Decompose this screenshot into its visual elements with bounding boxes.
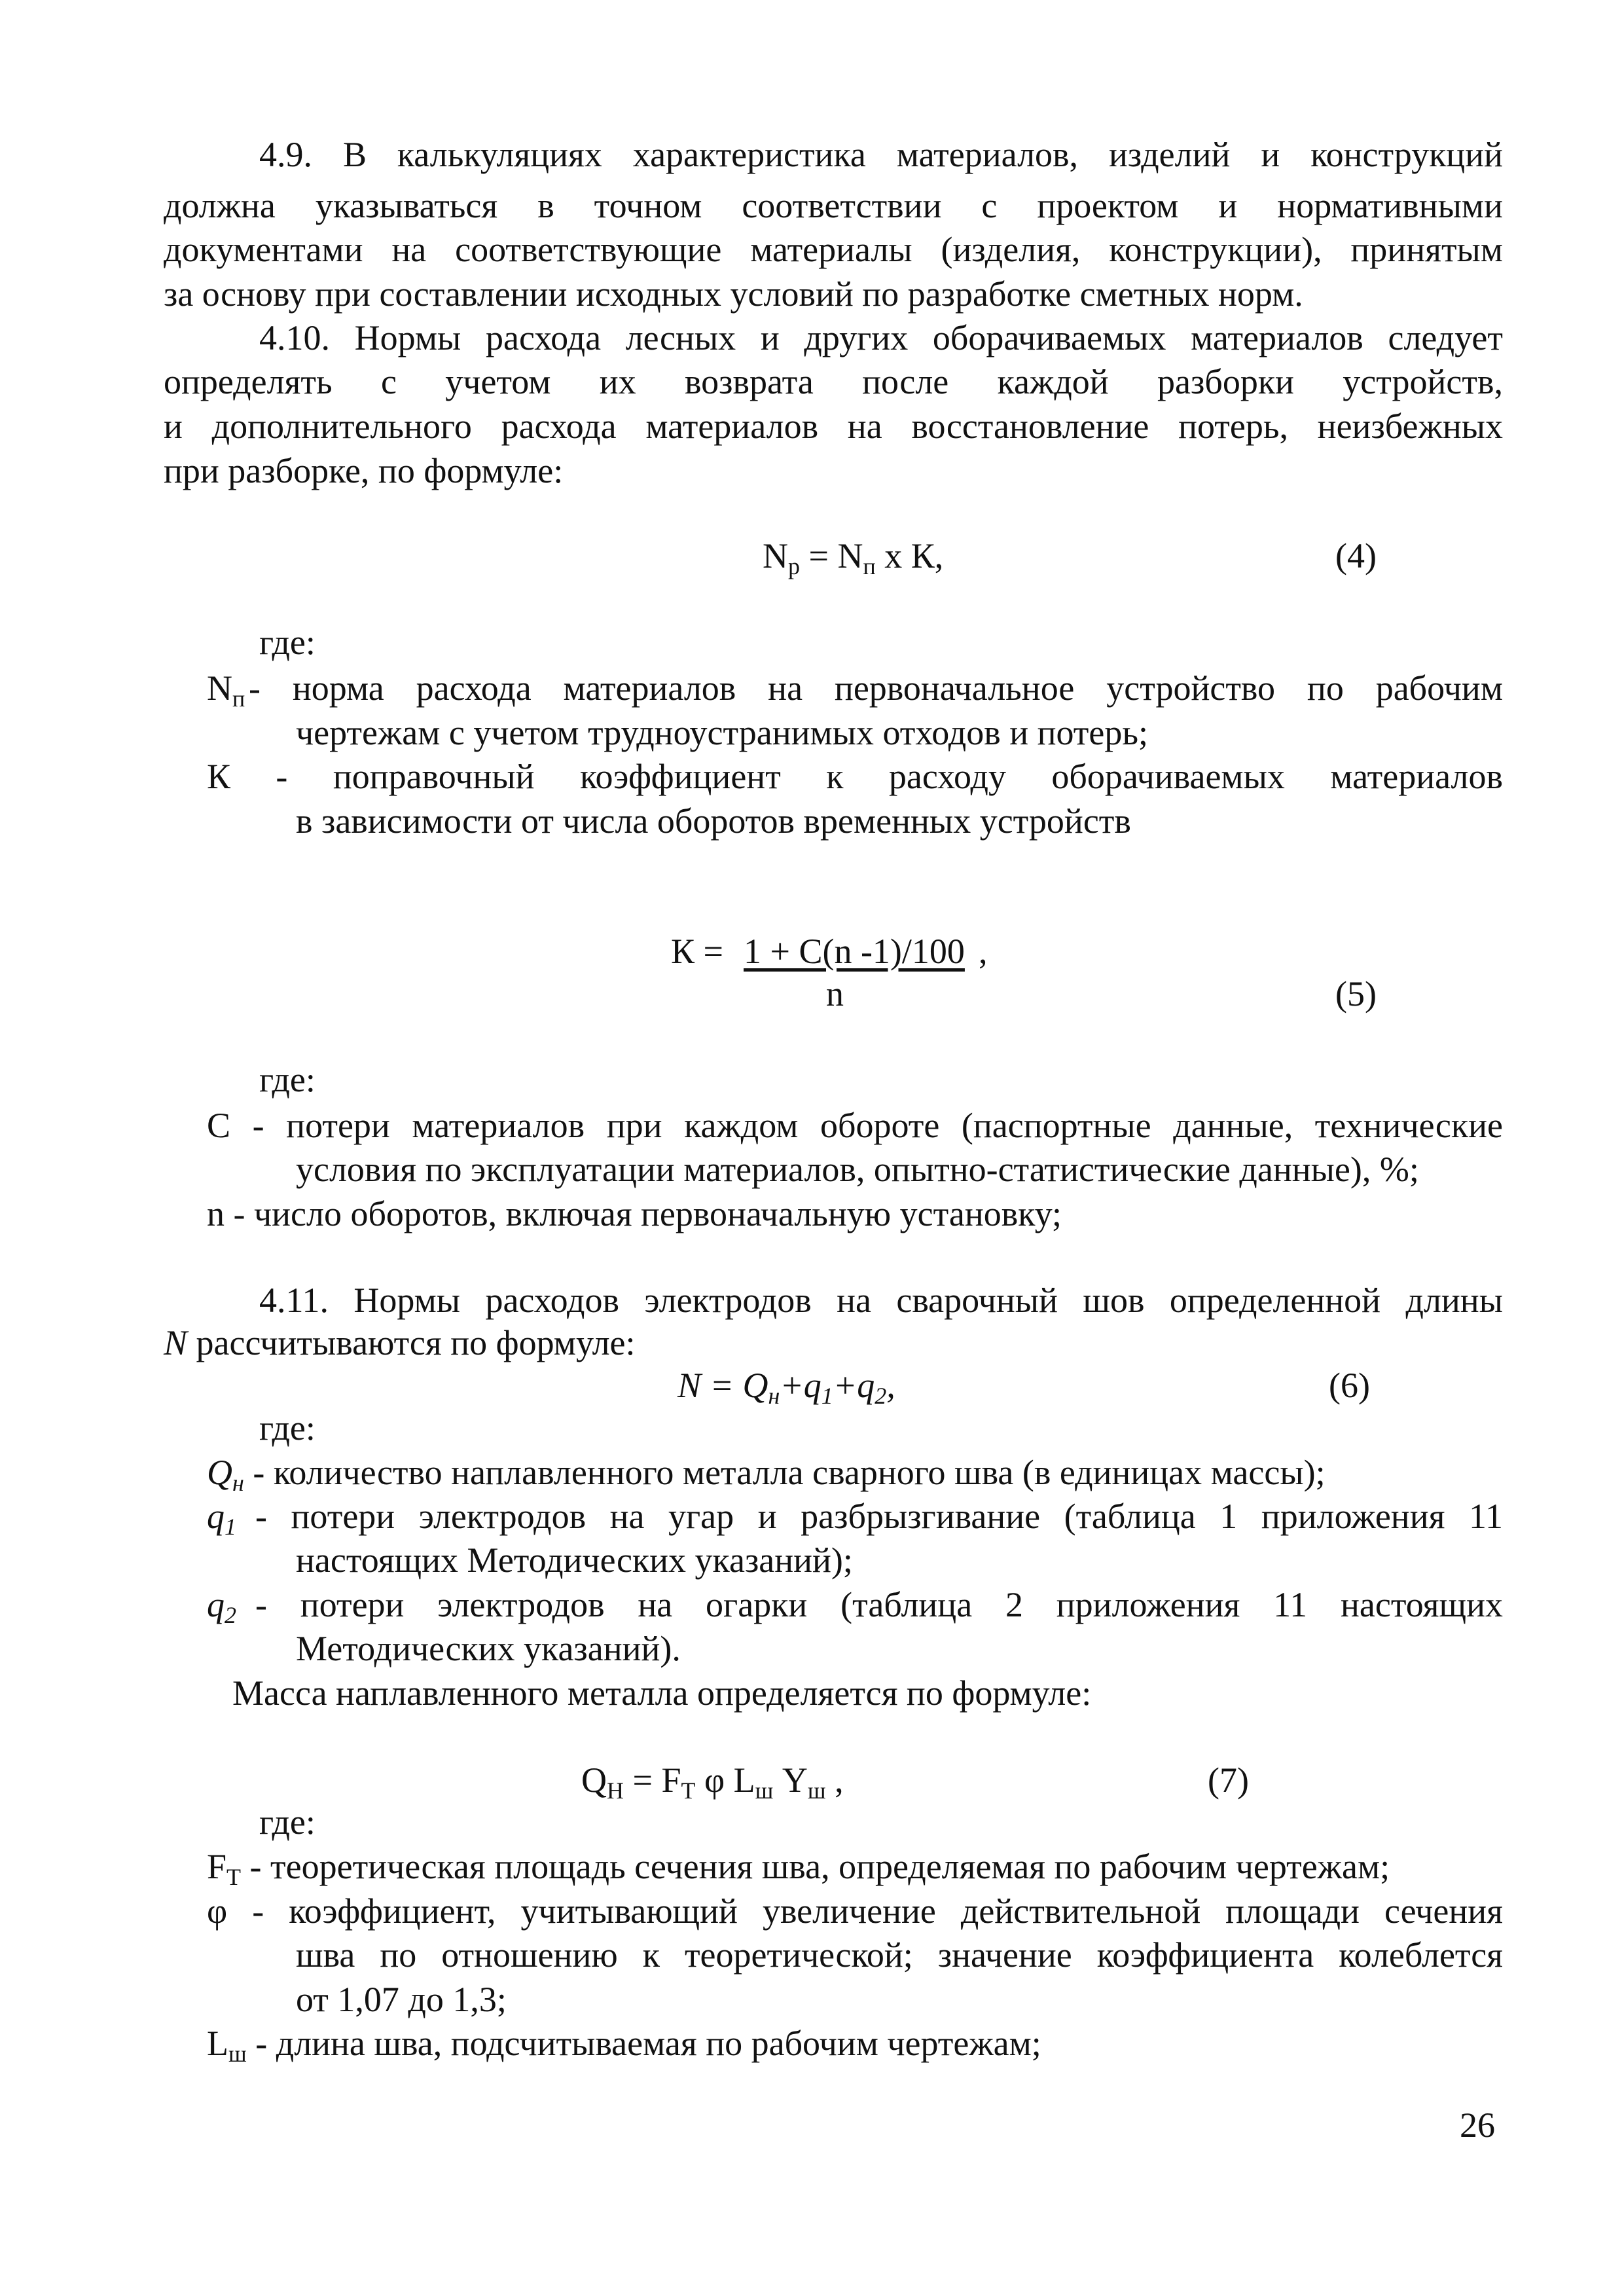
definition-ft: $F_Т$ - теоретическая площадь сечения шва, определяемая по рабочим чертежам;: [207, 1847, 1390, 1890]
where-label: где:: [259, 1060, 316, 1099]
formula-7-number: (7): [1208, 1760, 1249, 1800]
where-label: где:: [259, 623, 316, 662]
formula-5-comma: ,: [979, 932, 988, 971]
definition-l: $L_ш$ - длина шва, подсчитываемая по рабочим чертежам;: [207, 2024, 1041, 2067]
definition-phi-line2: шва по отношению к теоретической; значение коэффициента колеблется: [296, 1935, 1503, 1975]
definition-np-line2: чертежам с учетом трудноустранимых отходов и потерь;: [296, 713, 1148, 752]
paragraph-line: 4.10. Нормы расхода лесных и других оборачиваемых материалов следует: [259, 318, 1503, 357]
definition-c-line2: условия по эксплуатации материалов, опытно-статистические данные), %;: [296, 1150, 1419, 1189]
where-label: где:: [259, 1408, 316, 1448]
paragraph-line: 4.9. В калькуляциях характеристика материалов, изделий и конструкций: [259, 135, 1503, 174]
paragraph-line: должна указываться в точном соответствии с проектом и нормативными: [164, 186, 1503, 225]
paragraph-line: и дополнительного расхода материалов на восстановление потерь, неизбежных: [164, 407, 1503, 446]
where-label: где:: [259, 1802, 316, 1842]
definition-q1-line2: настоящих Методических указаний);: [296, 1540, 853, 1580]
definition-q2-symbol: $q_2$: [207, 1585, 236, 1628]
page-number: 26: [1460, 2105, 1495, 2145]
paragraph-line: за основу при составлении исходных условий по разработке сметных норм.: [164, 274, 1303, 314]
formula-5-lhs: К =: [671, 932, 723, 971]
formula-4: $N_р = N_п$ х К,: [763, 536, 944, 579]
definition-qh: $Q_н$ - количество наплавленного металла сварного шва (в единицах массы);: [207, 1453, 1326, 1496]
formula-5-numerator: 1 + С(n -1)/100: [744, 932, 965, 971]
definition-q2-line2: Методических указаний).: [296, 1629, 681, 1668]
formula-4-number: (4): [1335, 536, 1377, 575]
paragraph-line: документами на соответствующие материалы (изделия, конструкции), принятым: [164, 230, 1503, 269]
definition-np-symbol: $N_п$: [207, 668, 245, 712]
formula-6-number: (6): [1329, 1366, 1370, 1405]
formula-6: $N = Q_н+q_1+q_2$,: [677, 1366, 895, 1409]
paragraph-line: 4.11. Нормы расходов электродов на сварочный шов определенной длины: [259, 1281, 1503, 1320]
paragraph-line: N рассчитываются по формуле:: [164, 1323, 636, 1362]
definition-n: n - число оборотов, включая первоначальную установку;: [207, 1194, 1062, 1233]
definition-phi-line3: от 1,07 до 1,3;: [296, 1980, 507, 2019]
formula-5-number: (5): [1335, 974, 1377, 1013]
definition-c-line1: С - потери материалов при каждом обороте (паспортные данные, технические: [207, 1106, 1503, 1145]
definition-k-line2: в зависимости от числа оборотов временных устройств: [296, 801, 1131, 841]
mass-intro: Масса наплавленного металла определяется по формуле:: [232, 1673, 1092, 1713]
paragraph-line: определять с учетом их возврата после каждой разборки устройств,: [164, 362, 1503, 401]
definition-q1-symbol: $q_1$: [207, 1497, 236, 1540]
definition-np-line1: - норма расхода материалов на первоначальное устройство по рабочим: [249, 668, 1503, 708]
formula-5-denominator: n: [826, 974, 844, 1013]
definition-k-line1: К - поправочный коэффициент к расходу оборачиваемых материалов: [207, 757, 1503, 796]
formula-7: $Q_Н = F_Т$ φ $L_ш$ $Y_ш$ ,: [581, 1760, 844, 1804]
definition-q1-line1: - потери электродов на угар и разбрызгивание (таблица 1 приложения 11: [255, 1497, 1503, 1536]
paragraph-line: при разборке, по формуле:: [164, 451, 564, 490]
definition-phi-line1: φ - коэффициент, учитывающий увеличение действительной площади сечения: [207, 1891, 1503, 1931]
definition-q2-line1: - потери электродов на огарки (таблица 2 приложения 11 настоящих: [255, 1585, 1503, 1624]
